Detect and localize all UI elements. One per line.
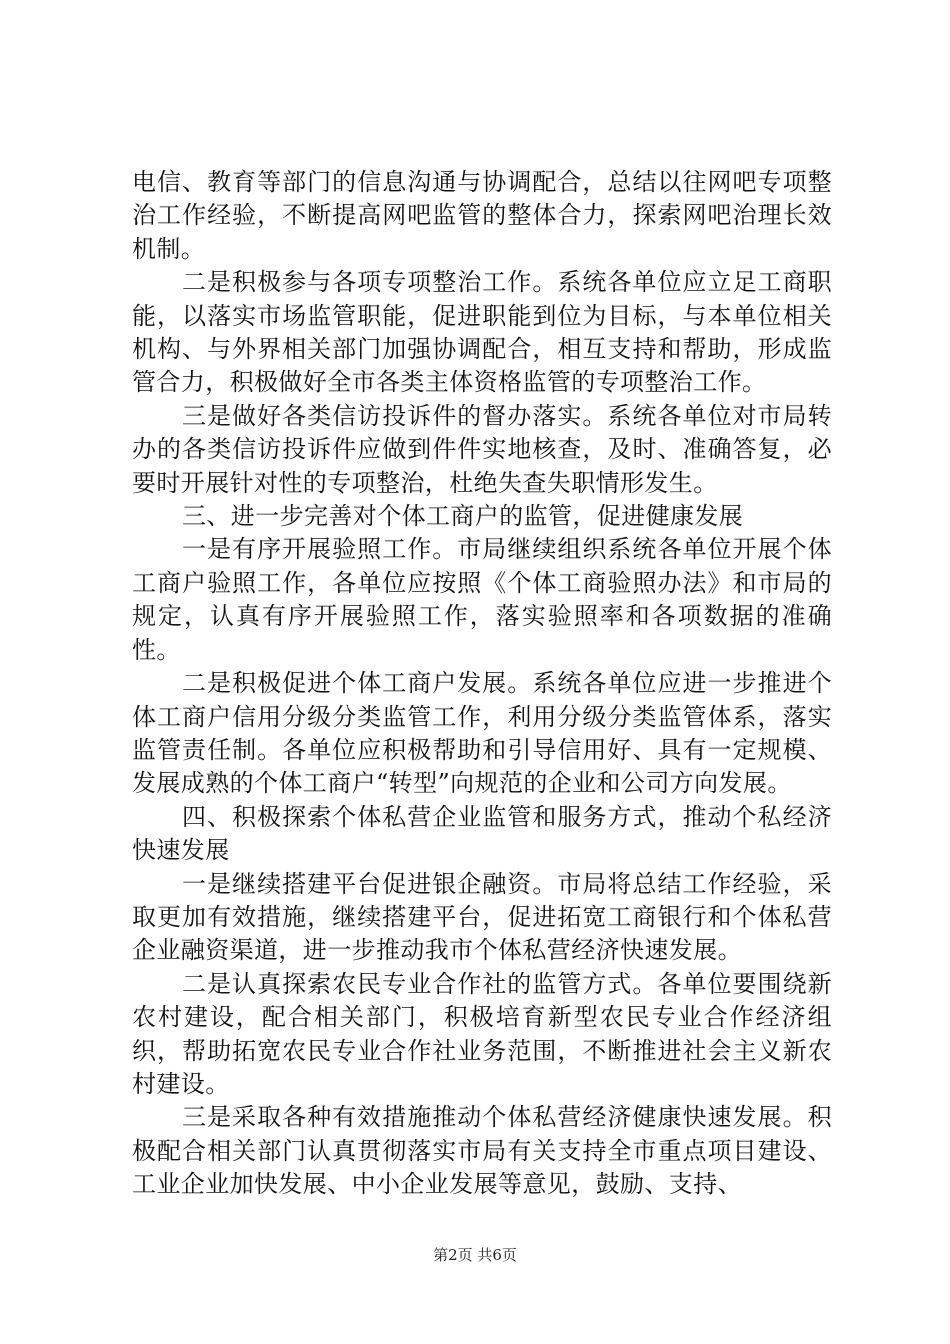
paragraph-7: 二是认真探索农民专业合作社的监管方式。各单位要围绕新农村建设，配合相关部门，积极培育新型农民专业合作经济组织，帮助拓宽农民专业合作社业务范围，不断推进社会主义新农村建设。 xyxy=(132,969,832,1098)
paragraph-4: 一是有序开展验照工作。市局继续组织系统各单位开展个体工商户验照工作，各单位应按照《个体工商验照办法》和市局的规定，认真有序开展验照工作，落实验照率和各项数据的准确性。 xyxy=(132,535,832,664)
paragraph-1: 电信、教育等部门的信息沟通与协调配合，总结以往网吧专项整治工作经验，不断提高网吧监管的整体合力，探索网吧治理长效机制。 xyxy=(132,168,832,263)
paragraph-6: 一是继续搭建平台促进银企融资。市局将总结工作经验，采取更加有效措施，继续搭建平台，促进拓宽工商银行和个体私营企业融资渠道，进一步推动我市个体私营经济快速发展。 xyxy=(132,869,832,965)
document-body xyxy=(132,166,832,1202)
paragraph-8: 三是采取各种有效措施推动个体私营经济健康快速发展。积极配合相关部门认真贯彻落实市局有关支持全市重点项目建设、工业企业加快发展、中小企业发展等意见，鼓励、支持、 xyxy=(132,1103,832,1199)
paragraph-5: 二是积极促进个体工商户发展。系统各单位应进一步推进个体工商户信用分级分类监管工作，利用分级分类监管体系，落实监管责任制。各单位应积极帮助和引导信用好、具有一定规模、发展成熟的个体工商户“转型”向规范的企业和公司方向发展。 xyxy=(132,669,832,798)
paragraph-3: 三是做好各类信访投诉件的督办落实。系统各单位对市局转办的各类信访投诉件应做到件件实地核查，及时、准确答复，必要时开展针对性的专项整治，杜绝失查失职情形发生。 xyxy=(132,401,832,497)
page-number-footer: 第2页 共6页 xyxy=(433,1246,517,1264)
paragraph-2: 二是积极参与各项专项整治工作。系统各单位应立足工商职能，以落实市场监管职能，促进职能到位为目标，与本单位相关机构、与外界相关部门加强协调配合，相互支持和帮助，形成监管合力，积极做好全市各类主体资格监管的专项整治工作。 xyxy=(132,268,832,397)
section-heading-4: 四、积极探索个体私营企业监管和服务方式，推动个私经济快速发展 xyxy=(132,802,832,865)
section-heading-3: 三、进一步完善对个体工商户的监管，促进健康发展 xyxy=(182,502,744,531)
